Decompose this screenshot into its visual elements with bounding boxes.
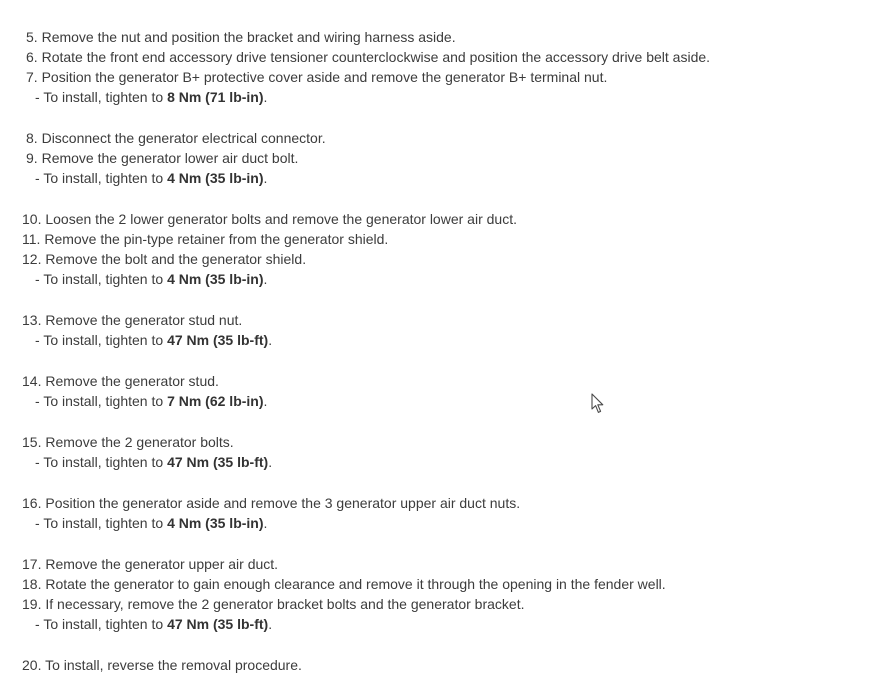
- step-text: Remove the generator stud.: [45, 373, 219, 389]
- step-number: 16.: [22, 495, 42, 511]
- torque-note: [0, 168, 860, 188]
- step-text: Remove the 2 generator bolts.: [45, 434, 234, 450]
- note-suffix: .: [263, 89, 268, 105]
- step-number: 14.: [22, 373, 42, 389]
- step-text: Loosen the 2 lower generator bolts and remove the generator lower air duct.: [45, 211, 517, 227]
- note-prefix: To install, tighten to: [43, 393, 164, 409]
- torque-spec: 47 Nm (35 lb-ft): [167, 616, 269, 632]
- procedure-step: [0, 148, 860, 168]
- group-spacer: [0, 107, 860, 128]
- note-suffix: .: [268, 332, 273, 348]
- procedure-step: [0, 432, 860, 452]
- procedure-document: [0, 27, 860, 675]
- torque-note: [0, 330, 860, 350]
- group-spacer: [0, 188, 860, 209]
- torque-spec: 4 Nm (35 lb-in): [167, 271, 264, 287]
- step-text: Remove the generator lower air duct bolt.: [41, 150, 299, 166]
- step-text: Rotate the front end accessory drive tensioner counterclockwise and position the accessory drive belt aside.: [41, 49, 711, 65]
- procedure-step: [0, 493, 860, 513]
- note-suffix: .: [268, 616, 273, 632]
- step-text: If necessary, remove the 2 generator bracket bolts and the generator bracket.: [45, 596, 525, 612]
- torque-note: [0, 269, 860, 289]
- step-number: 17.: [22, 556, 42, 572]
- torque-note: [0, 87, 860, 107]
- group-spacer: [0, 350, 860, 371]
- procedure-step: [0, 310, 860, 330]
- note-prefix: To install, tighten to: [43, 89, 164, 105]
- step-number: 5.: [26, 29, 38, 45]
- procedure-step: [0, 128, 860, 148]
- note-dash: -: [35, 393, 40, 409]
- note-prefix: To install, tighten to: [43, 170, 164, 186]
- note-prefix: To install, tighten to: [43, 515, 164, 531]
- step-text: Disconnect the generator electrical connector.: [41, 130, 326, 146]
- step-number: 15.: [22, 434, 42, 450]
- procedure-step: [0, 655, 860, 675]
- step-number: 19.: [22, 596, 42, 612]
- procedure-step: [0, 594, 860, 614]
- procedure-step: [0, 554, 860, 574]
- note-dash: -: [35, 616, 40, 632]
- torque-spec: 4 Nm (35 lb-in): [167, 170, 264, 186]
- procedure-step: [0, 27, 860, 47]
- procedure-step: [0, 249, 860, 269]
- note-dash: -: [35, 454, 40, 470]
- step-text: Remove the generator upper air duct.: [45, 556, 279, 572]
- procedure-step: [0, 574, 860, 594]
- group-spacer: [0, 634, 860, 655]
- note-suffix: .: [263, 393, 268, 409]
- step-number: 18.: [22, 576, 42, 592]
- step-text: Remove the pin-type retainer from the generator shield.: [44, 231, 389, 247]
- group-spacer: [0, 472, 860, 493]
- step-number: 10.: [22, 211, 42, 227]
- note-prefix: To install, tighten to: [43, 454, 164, 470]
- step-text: To install, reverse the removal procedure.: [45, 657, 302, 673]
- group-spacer: [0, 533, 860, 554]
- torque-spec: 47 Nm (35 lb-ft): [167, 332, 269, 348]
- group-spacer: [0, 289, 860, 310]
- torque-spec: 4 Nm (35 lb-in): [167, 515, 264, 531]
- note-prefix: To install, tighten to: [43, 271, 164, 287]
- step-text: Rotate the generator to gain enough clearance and remove it through the opening in the fender well.: [45, 576, 666, 592]
- step-number: 13.: [22, 312, 42, 328]
- torque-note: [0, 614, 860, 634]
- step-number: 6.: [26, 49, 38, 65]
- note-suffix: .: [263, 271, 268, 287]
- mouse-pointer-icon: [591, 393, 605, 415]
- note-dash: -: [35, 332, 40, 348]
- step-text: Remove the bolt and the generator shield.: [45, 251, 307, 267]
- note-prefix: To install, tighten to: [43, 616, 164, 632]
- procedure-step: [0, 67, 860, 87]
- note-dash: -: [35, 515, 40, 531]
- step-number: 9.: [26, 150, 38, 166]
- step-text: Remove the generator stud nut.: [45, 312, 243, 328]
- procedure-step: [0, 371, 860, 391]
- note-suffix: .: [268, 454, 273, 470]
- note-dash: -: [35, 170, 40, 186]
- step-number: 12.: [22, 251, 42, 267]
- note-suffix: .: [263, 515, 268, 531]
- note-suffix: .: [263, 170, 268, 186]
- torque-spec: 8 Nm (71 lb-in): [167, 89, 264, 105]
- note-prefix: To install, tighten to: [43, 332, 164, 348]
- procedure-step: [0, 47, 860, 67]
- torque-note: [0, 452, 860, 472]
- step-text: Remove the nut and position the bracket and wiring harness aside.: [41, 29, 456, 45]
- procedure-step: [0, 229, 860, 249]
- torque-note: [0, 391, 860, 411]
- step-number: 11.: [22, 231, 41, 247]
- torque-spec: 47 Nm (35 lb-ft): [167, 454, 269, 470]
- note-dash: -: [35, 89, 40, 105]
- torque-note: [0, 513, 860, 533]
- step-number: 7.: [26, 69, 38, 85]
- torque-spec: 7 Nm (62 lb-in): [167, 393, 264, 409]
- step-number: 20.: [22, 657, 42, 673]
- procedure-step: [0, 209, 860, 229]
- step-text: Position the generator aside and remove the 3 generator upper air duct nuts.: [45, 495, 521, 511]
- group-spacer: [0, 411, 860, 432]
- note-dash: -: [35, 271, 40, 287]
- step-text: Position the generator B+ protective cover aside and remove the generator B+ terminal nut.: [41, 69, 608, 85]
- step-number: 8.: [26, 130, 38, 146]
